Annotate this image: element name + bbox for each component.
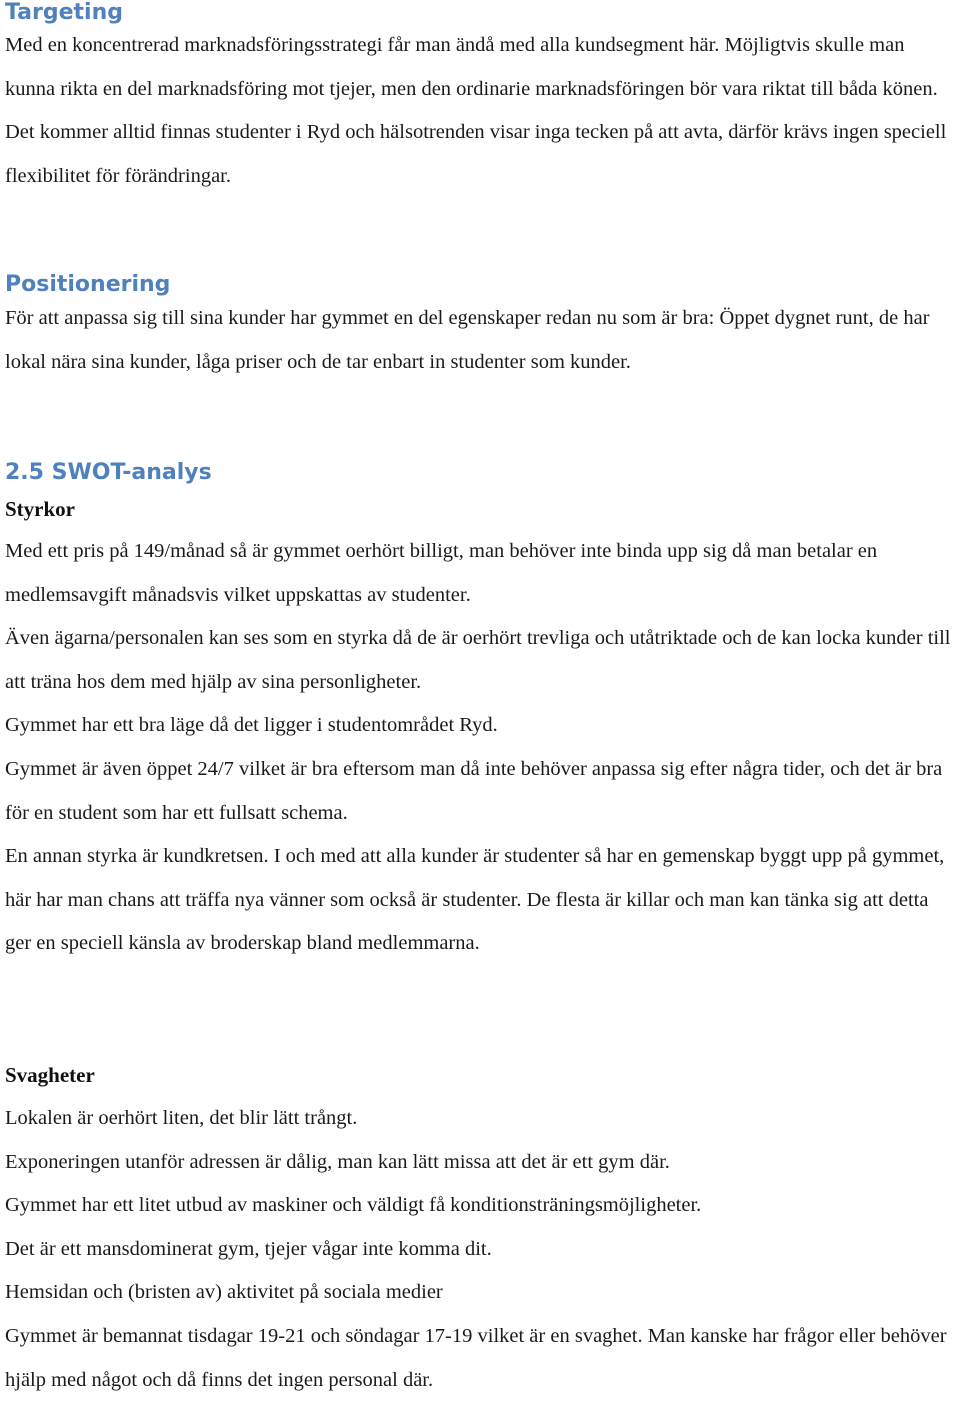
svagheter-item-6: Gymmet är bemannat tisdagar 19-21 och söndagar 17-19 vilket är en svaghet. Man kanske har frågor eller behöver hjälp med något och då finns det ingen personal där. [5, 1325, 947, 1391]
subheading-svagheter: Svagheter [5, 1063, 95, 1087]
svagheter-item-4: Det är ett mansdominerat gym, tjejer vågar inte komma dit. [5, 1238, 492, 1260]
positionering-paragraph: För att anpassa sig till sina kunder har gymmet en del egenskaper redan nu som är bra: Öppet dygnet runt, de har lokal nära sina kunder, låga priser och de tar enbart in studenter som kunder. [5, 307, 930, 373]
svagheter-item-5: Hemsidan och (bristen av) aktivitet på sociala medier [5, 1281, 443, 1303]
svagheter-item-3: Gymmet har ett litet utbud av maskiner och väldigt få konditionsträningsmöjligheter. [5, 1194, 702, 1216]
section-heading-positionering: Positionering [5, 272, 171, 297]
styrkor-paragraph-5: En annan styrka är kundkretsen. I och med att alla kunder är studenter så har en gemenskap byggt upp på gymmet, här har man chans att träffa nya vänner som också är studenter. De flesta är killar och man kan tänka sig att detta ger en speciell känsla av broderskap bland medlemmarna. [5, 845, 945, 955]
svagheter-item-1: Lokalen är oerhört liten, det blir lätt trångt. [5, 1107, 358, 1129]
svagheter-item-2: Exponeringen utanför adressen är dålig, man kan lätt missa att det är ett gym där. [5, 1151, 670, 1173]
styrkor-paragraph-4: Gymmet är även öppet 24/7 vilket är bra eftersom man då inte behöver anpassa sig efter några tider, och det är bra för en student som har ett fullsatt schema. [5, 758, 943, 824]
section-heading-targeting: Targeting [5, 0, 124, 25]
targeting-paragraph: Med en koncentrerad marknadsföringsstrategi får man ändå med alla kundsegment här. Möjligtvis skulle man kunna rikta en del marknadsföring mot tjejer, men den ordinarie marknadsföringen bör vara riktat till båda könen. Det kommer alltid finnas studenter i Ryd och hälsotrenden visar inga tecken på att avta, därför krävs ingen speciell flexibilitet för förändringar. [5, 34, 947, 187]
styrkor-paragraph-2: Även ägarna/personalen kan ses som en styrka då de är oerhört trevliga och utåtriktade och de kan locka kunder till att träna hos dem med hjälp av sina personligheter. [5, 627, 951, 693]
styrkor-paragraph-1: Med ett pris på 149/månad så är gymmet oerhört billigt, man behöver inte binda upp sig då man betalar en medlemsavgift månadsvis vilket uppskattas av studenter. [5, 540, 878, 606]
section-heading-swot: 2.5 SWOT-analys [5, 460, 212, 485]
subheading-styrkor: Styrkor [5, 497, 75, 521]
styrkor-paragraph-3: Gymmet har ett bra läge då det ligger i studentområdet Ryd. [5, 714, 498, 736]
